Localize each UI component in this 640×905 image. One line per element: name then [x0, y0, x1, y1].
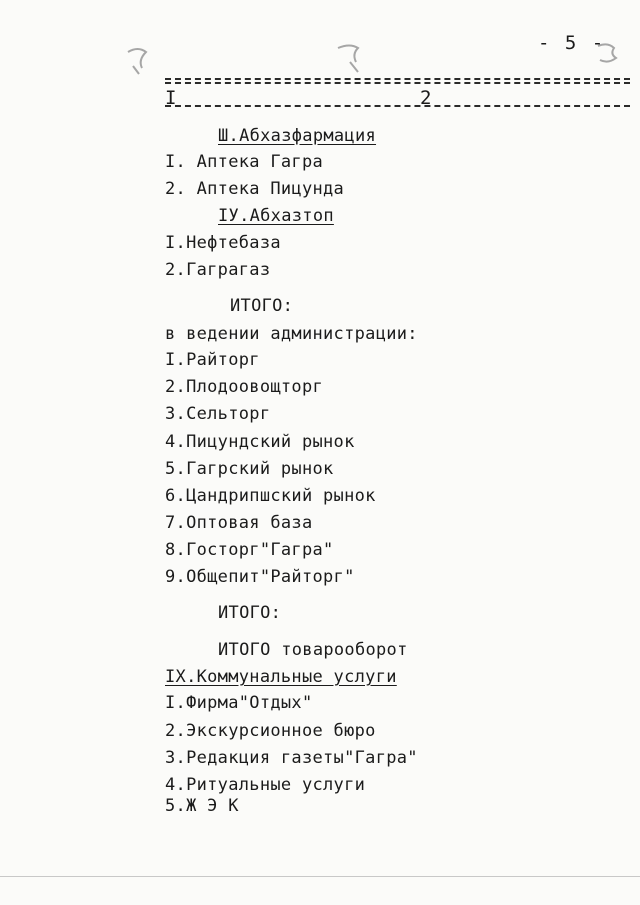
list-item: 3.Сельторг: [165, 404, 271, 424]
section-heading: IХ.Коммунальные услуги: [165, 667, 397, 687]
table-rule-header: [165, 105, 630, 107]
list-item: 6.Цандрипшский рынок: [165, 486, 376, 506]
table-rule-top: [165, 78, 630, 80]
list-item: 2.Экскурсионное бюро: [165, 721, 376, 741]
list-item: 8.Госторг"Гагра": [165, 540, 334, 560]
list-item: ИТОГО товарооборот: [218, 640, 408, 660]
handwritten-mark-1: [128, 49, 146, 74]
list-item: I.Нефтебаза: [165, 233, 281, 253]
list-item: ИТОГО:: [218, 603, 282, 623]
list-item: 5.Ж Э К: [165, 796, 239, 816]
list-item: 5.Гагрский рынок: [165, 459, 334, 479]
list-item: 2.Плодоовощторг: [165, 377, 324, 397]
list-item: в ведении администрации:: [165, 324, 418, 344]
page-number: - 5 -: [538, 32, 606, 54]
list-item: 9.Общепит"Райторг": [165, 567, 355, 587]
section-heading: IУ.Абхазтоп: [218, 206, 334, 226]
list-item: I.Фирма"Отдых": [165, 693, 313, 713]
list-item: 2. Аптека Пицунда: [165, 179, 345, 199]
list-item: ИТОГО:: [230, 296, 294, 316]
handwritten-mark-2: [338, 46, 358, 73]
list-item: 3.Редакция газеты"Гагра": [165, 748, 418, 768]
page-bottom-edge: [0, 876, 640, 877]
table-rule-top-2: [165, 82, 630, 84]
list-item: 4.Ритуальные услуги: [165, 775, 366, 795]
column-header-1: I: [165, 87, 177, 109]
list-item: 2.Гаграгаз: [165, 260, 271, 280]
list-item: I.Райторг: [165, 350, 260, 370]
list-item: I. Аптека Гагра: [165, 152, 324, 172]
list-item: 7.Оптовая база: [165, 513, 313, 533]
section-heading: Ш.Абхазфармация: [218, 126, 377, 146]
column-header-2: 2: [420, 87, 432, 109]
list-item: 4.Пицундский рынок: [165, 432, 355, 452]
